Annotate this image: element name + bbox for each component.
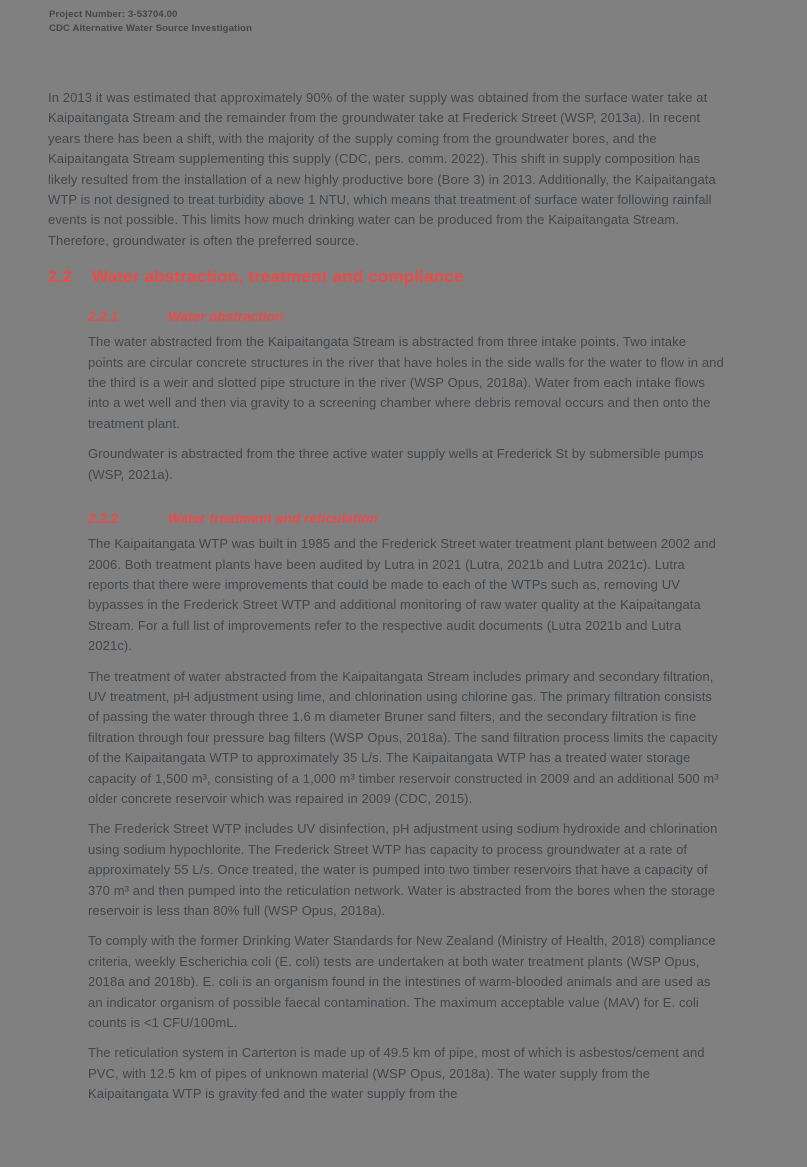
body-paragraph: The reticulation system in Carterton is made up of 49.5 km of pipe, most of which is asbestos/cement and PVC, with 12.5 km of pipes of unknown material (WSP Opus, 2018a). The water supply from the Kaipaitangata WTP is gravity fed and the water supply from the: [88, 1045, 705, 1102]
subsection-number: 2.2.1: [88, 309, 119, 325]
subsection-title: Water abstraction: [168, 309, 284, 325]
subsection-heading-water-treatment: [88, 509, 725, 528]
document-title: CDC Alternative Water Source Investigation: [49, 23, 253, 35]
body-paragraph: The treatment of water abstracted from the Kaipaitangata Stream includes primary and secondary filtration, UV treatment, pH adjustment using lime, and chlorination using chlorine gas. The primary filtration consists of passing the water through three 1.6 m diameter Bruner sand filters, and the secondary filtration is fine filtration through four pressure bag filters (WSP Opus, 2018a). The sand filtration process limits the capacity of the Kaipaitangata WTP to approximately 35 L/s. The Kaipaitangata WTP has a treated water storage capacity of 1,500 m³, consisting of a 1,000 m³ timber reservoir constructed in 2009 and an additional 500 m³ older concrete reservoir which was repaired in 2009 (CDC, 2015).: [88, 668, 719, 806]
section-content: [88, 307, 725, 1104]
subsection-title: Water treatment and reticulation: [168, 511, 378, 527]
section-title: Water abstraction, treatment and compliance: [92, 267, 464, 287]
body-paragraph: To comply with the former Drinking Water Standards for New Zealand (Ministry of Health, 2018) compliance criteria, weekly Escherichia coli (E. coli) tests are undertaken at both water treatment plants (WSP Opus, 2018a and 2018b). E. coli is an organism found in the intestines of warm-blooded animals and are used as an indicator organism of possible faecal contamination. The maximum acceptable value (MAV) for E. coli counts is <1 CFU/100mL.: [88, 933, 716, 1031]
section-number: 2.2: [48, 267, 73, 287]
page-header: [49, 8, 252, 37]
section-heading: [48, 265, 725, 289]
body-paragraph: The Frederick Street WTP includes UV disinfection, pH adjustment using sodium hydroxide and chlorination using sodium hypochlorite. The Frederick Street WTP has capacity to process groundwater at a rate of approximately 55 L/s. Once treated, the water is pumped into two timber reservoirs that have a capacity of 370 m³ and then pumped into the reticulation network. Water is abstracted from the bores when the storage reservoir is less than 80% full (WSP Opus, 2018a).: [88, 821, 718, 918]
document-body: [48, 88, 725, 1115]
intro-paragraph: In 2013 it was estimated that approximately 90% of the water supply was obtained from the surface water take at Kaipaitangata Stream and the remainder from the groundwater take at Frederick Street (WSP, 2013a). In recent years there has been a shift, with the majority of the supply coming from the groundwater bores, and the Kaipaitangata Stream supplementing this supply (CDC, pers. comm. 2022). This shift in supply composition has likely resulted from the installation of a new highly productive bore (Bore 3) in 2013. Additionally, the Kaipaitangata WTP is not designed to treat turbidity above 1 NTU, which means that treatment of surface water following rainfall events is not possible. This limits how much drinking water can be produced from the Kaipaitangata Stream. Therefore, groundwater is often the preferred source.: [48, 90, 716, 248]
body-paragraph: The Kaipaitangata WTP was built in 1985 and the Frederick Street water treatment plant between 2002 and 2006. Both treatment plants have been audited by Lutra in 2021 (Lutra, 2021b and Lutra 2021c). Lutra reports that there were improvements that could be made to each of the WTPs such as, removing UV bypasses in the Frederick Street WTP and additional monitoring of raw water quality at the Kaipaitangata Stream. For a full list of improvements refer to the respective audit documents (Lutra 2021b and Lutra 2021c).: [88, 536, 716, 654]
subsection-number: 2.2.2: [88, 511, 119, 527]
subsection-heading-water-abstraction: [88, 307, 725, 326]
body-paragraph: Groundwater is abstracted from the three active water supply wells at Frederick St by submersible pumps (WSP, 2021a).: [88, 446, 704, 482]
project-number: Project Number: 3-53704.00: [49, 9, 178, 20]
body-paragraph: The water abstracted from the Kaipaitangata Stream is abstracted from three intake points. Two intake points are circular concrete structures in the river that have holes in the side walls for the water to flow in and the third is a weir and slotted pipe structure in the river (WSP Opus, 2018a). Water from each intake flows into a wet well and then via gravity to a screening chamber where debris removal occurs and then onto the treatment plant.: [88, 334, 724, 431]
